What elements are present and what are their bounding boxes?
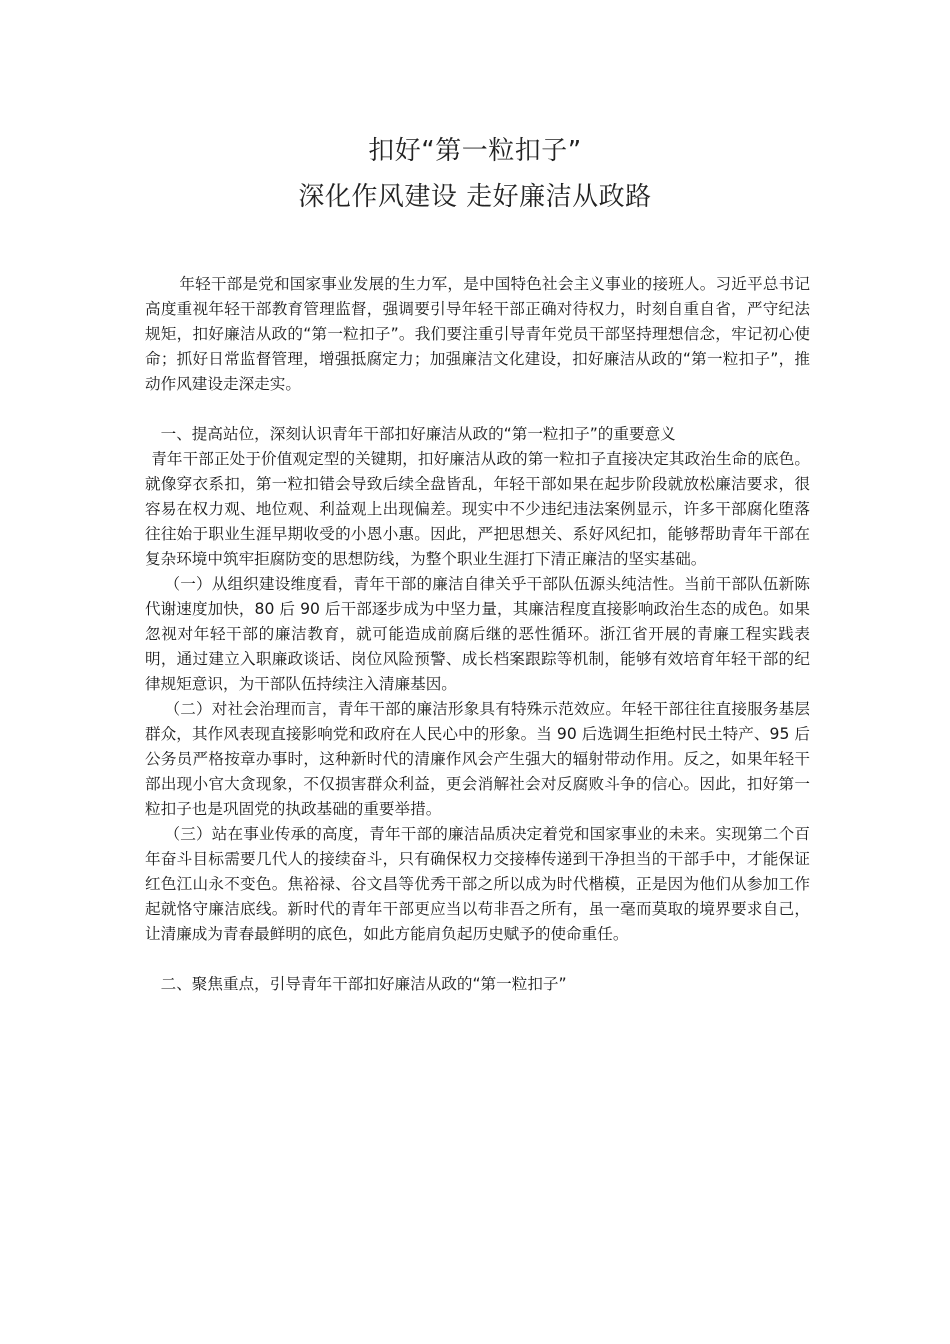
document-title [0, 128, 950, 220]
section-1-heading: 一、提高站位，深刻认识青年干部扣好廉洁从政的“第一粒扣子”的重要意义 [160, 425, 676, 443]
section-1-point-1: （一）从组织建设维度看，青年干部的廉洁自律关乎干部队伍源头纯洁性。当前干部队伍新陈代谢速度加快，80 后 90 后干部逐步成为中坚力量，其廉洁程度直接影响政治生态的成色。如果忽视对年轻干部的廉洁教育，就可能造成前腐后继的恶性循环。浙江省开展的青廉工程实践表明，通过建立入职廉政谈话、岗位风险预警、成长档案跟踪等机制，能够有效培育年轻干部的纪律规矩意识，为干部队伍持续注入清廉基因。 [145, 575, 810, 693]
intro-paragraph: 年轻干部是党和国家事业发展的生力军，是中国特色社会主义事业的接班人。习近平总书记高度重视年轻干部教育管理监督，强调要引导年轻干部正确对待权力，时刻自重自省，严守纪法规矩，扣好廉洁从政的“第一粒扣子”。我们要注重引导青年党员干部坚持理想信念，牢记初心使命；抓好日常监督管理，增强抵腐定力；加强廉洁文化建设，扣好廉洁从政的“第一粒扣子”，推动作风建设走深走实。 [145, 275, 810, 393]
paragraph-gap [145, 947, 810, 972]
title-line-1: 扣好“第一粒扣子” [368, 136, 582, 166]
title-line-2: 深化作风建设 走好廉洁从政路 [298, 182, 652, 212]
section-1-body: 青年干部正处于价值观定型的关键期，扣好廉洁从政的第一粒扣子直接决定其政治生命的底色。就像穿衣系扣，第一粒扣错会导致后续全盘皆乱，年轻干部如果在起步阶段就放松廉洁要求，很容易在权力观、地位观、利益观上出现偏差。现实中不少违纪违法案例显示，许多干部腐化堕落往往始于职业生涯早期收受的小恩小惠。因此，严把思想关、系好风纪扣，能够帮助青年干部在复杂环境中筑牢拒腐防变的思想防线，为整个职业生涯打下清正廉洁的坚实基础。 [145, 450, 810, 568]
section-2-heading: 二、聚焦重点，引导青年干部扣好廉洁从政的“第一粒扣子” [160, 975, 567, 993]
section-1-point-3: （三）站在事业传承的高度，青年干部的廉洁品质决定着党和国家事业的未来。实现第二个百年奋斗目标需要几代人的接续奋斗，只有确保权力交接棒传递到干净担当的干部手中，才能保证红色江山永不变色。焦裕禄、谷文昌等优秀干部之所以成为时代楷模，正是因为他们从参加工作起就恪守廉洁底线。新时代的青年干部更应当以苟非吾之所有，虽一毫而莫取的境界要求自己，让清廉成为青春最鲜明的底色，如此方能肩负起历史赋予的使命重任。 [145, 825, 810, 943]
section-1-point-2: （二）对社会治理而言，青年干部的廉洁形象具有特殊示范效应。年轻干部往往直接服务基层群众，其作风表现直接影响党和政府在人民心中的形象。当 90 后选调生拒绝村民土特产、95 后公务员严格按章办事时，这种新时代的清廉作风会产生强大的辐射带动作用。反之，如果年轻干部出现小官大贪现象，不仅损害群众利益，更会消解社会对反腐败斗争的信心。因此，扣好第一粒扣子也是巩固党的执政基础的重要举措。 [145, 700, 810, 818]
document-body [145, 272, 810, 997]
paragraph-gap [145, 397, 810, 422]
